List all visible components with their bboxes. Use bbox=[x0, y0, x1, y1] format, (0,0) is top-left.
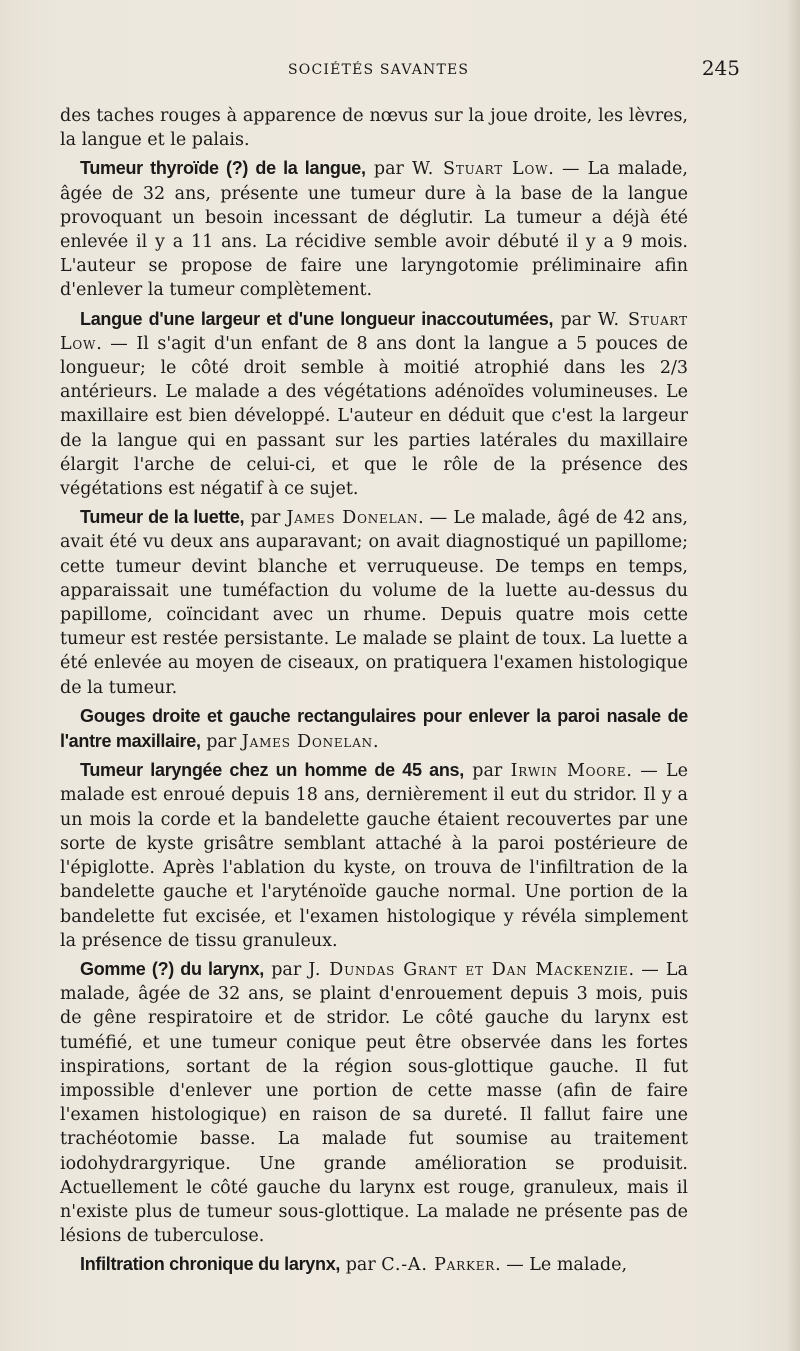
paragraph-chronic-infiltration bbox=[60, 1252, 688, 1277]
paragraph-text: . — Le malade est enroué depuis 18 ans, dernièrement il eut du stridor. Il y a un mois la corde et la bandelette gauche étaient recouvertes par une sorte de kyste grisâtre semblant attaché à la paroi postérieure de l'épiglotte. Après l'ablation du kyste, on trouva de l'infiltration de la bandelette gauche et l'aryténoïde gauche normal. Une portion de la bandelette fut excisée, et l'examen histologique y révéla simplement la présence de tissu granuleux. bbox=[60, 761, 688, 951]
paragraph-author: W. Stuart Low bbox=[412, 159, 549, 180]
paragraph-author: Irwin Moore bbox=[510, 761, 627, 782]
paragraph-by: par bbox=[340, 1255, 382, 1276]
paragraph-text: . — Le malade, bbox=[495, 1255, 628, 1276]
page-header bbox=[60, 56, 740, 86]
paragraph-tongue-size bbox=[60, 307, 688, 502]
paragraph-uvula-tumor bbox=[60, 505, 688, 700]
paragraph-text: . — La malade, âgée de 32 ans, se plaint d'enrouement depuis 3 mois, puis de gêne respiratoire et de stridor. Le côté gauche du larynx est tuméfié, et une tumeur conique peut être observée dans les fortes inspirations, sortant de la région sous-glottique gauche. Il fut impossible d'enlever une portion de cette masse (afin de faire l'examen histologique) en raison de sa dureté. Il fallut faire une trachéotomie basse. La malade fut soumise au traitement iodohydrargyrique. Une grande amélioration se produisit. Actuellement le côté gauche du larynx est rouge, granuleux, mais il n'existe plus de tumeur sous-glottique. La malade ne présente pas de lésions de tuberculose. bbox=[60, 959, 688, 1247]
paragraph-author: W. Stuart Low bbox=[60, 309, 688, 354]
paragraph-title: Tumeur laryngée chez un homme de 45 ans, bbox=[80, 760, 464, 781]
paragraph-title: Gouges droite et gauche rectangulaires pour enlever la paroi nasale de l'antre maxillaire, bbox=[60, 705, 688, 752]
paragraph-title: Infiltration chronique du larynx, bbox=[80, 1254, 341, 1275]
paragraph-by: par bbox=[263, 959, 309, 980]
page-edge-shadow bbox=[786, 0, 800, 1351]
paragraph-text: . bbox=[372, 732, 379, 753]
article-body bbox=[60, 104, 688, 1282]
paragraph-text: . — Le malade, âgé de 42 ans, avait été vu deux ans auparavant; on avait diagnostiqué un papillome; cette tumeur devint blanche et verruqueuse. De temps en temps, apparaissait une tuméfaction du volume de la luette au-dessus du papillome, coïncidant avec un rhume. Depuis quatre mois cette tumeur est restée persistante. Le malade se plaint de toux. La luette a été enlevée au moyen de ciseaux, on pratiquera l'examen histologique de la tumeur. bbox=[60, 508, 688, 698]
paragraph-by: par bbox=[200, 732, 242, 753]
running-title: SOCIÉTÉS SAVANTES bbox=[288, 62, 470, 78]
paragraph-laryngeal-tumor bbox=[60, 758, 688, 953]
page-number: 245 bbox=[701, 56, 740, 80]
paragraph-author: C.-A. Parker bbox=[381, 1255, 496, 1276]
paragraph-title: Tumeur de la luette, bbox=[80, 507, 245, 528]
paragraph-title: Tumeur thyroïde (?) de la langue, bbox=[80, 158, 366, 179]
paragraph-title: Langue d'une largeur et d'une longueur inaccoutumées, bbox=[80, 308, 554, 329]
paragraph-larynx-gumma bbox=[60, 957, 688, 1248]
paragraph-continuation bbox=[60, 104, 688, 152]
paragraph-gouges bbox=[60, 704, 688, 754]
paragraph-text: . — La malade, âgée de 32 ans, présente une tumeur dure à la base de la langue provoquant un besoin incessant de déglutir. La tumeur a déjà été enlevée il y a 11 ans. La récidive semble avoir débuté il y a 9 mois. L'auteur se propose de faire une laryngotomie préliminaire afin d'enlever la tumeur complètement. bbox=[60, 159, 688, 301]
paragraph-text: des taches rouges à apparence de nœvus sur la joue droite, les lèvres, la langue et le palais. bbox=[60, 106, 688, 151]
paragraph-by: par bbox=[244, 508, 287, 529]
paragraph-author: J. Dundas Grant et Dan Mackenzie bbox=[308, 959, 629, 980]
paragraph-author: James Donelan bbox=[241, 732, 373, 753]
paragraph-author: James Donelan bbox=[286, 508, 419, 529]
paragraph-text: . — Il s'agit d'un enfant de 8 ans dont la langue a 5 pouces de longueur; le côté droit semble à moitié atrophié dans les 2/3 antérieurs. Le malade a des végétations adénoïdes volumineuses. Le maxillaire est bien développé. L'auteur en déduit que c'est la largeur de la langue qui en passant sur les parties latérales du maxillaire élargit l'arche de celui-ci, et que le rôle de la présence des végétations est négatif à ce sujet. bbox=[60, 333, 688, 500]
paragraph-thyroid-tumor bbox=[60, 156, 688, 302]
paragraph-by: par bbox=[463, 761, 511, 782]
paragraph-by: par bbox=[365, 159, 413, 180]
paragraph-by: par bbox=[553, 309, 598, 330]
paragraph-title: Gomme (?) du larynx, bbox=[80, 958, 264, 979]
